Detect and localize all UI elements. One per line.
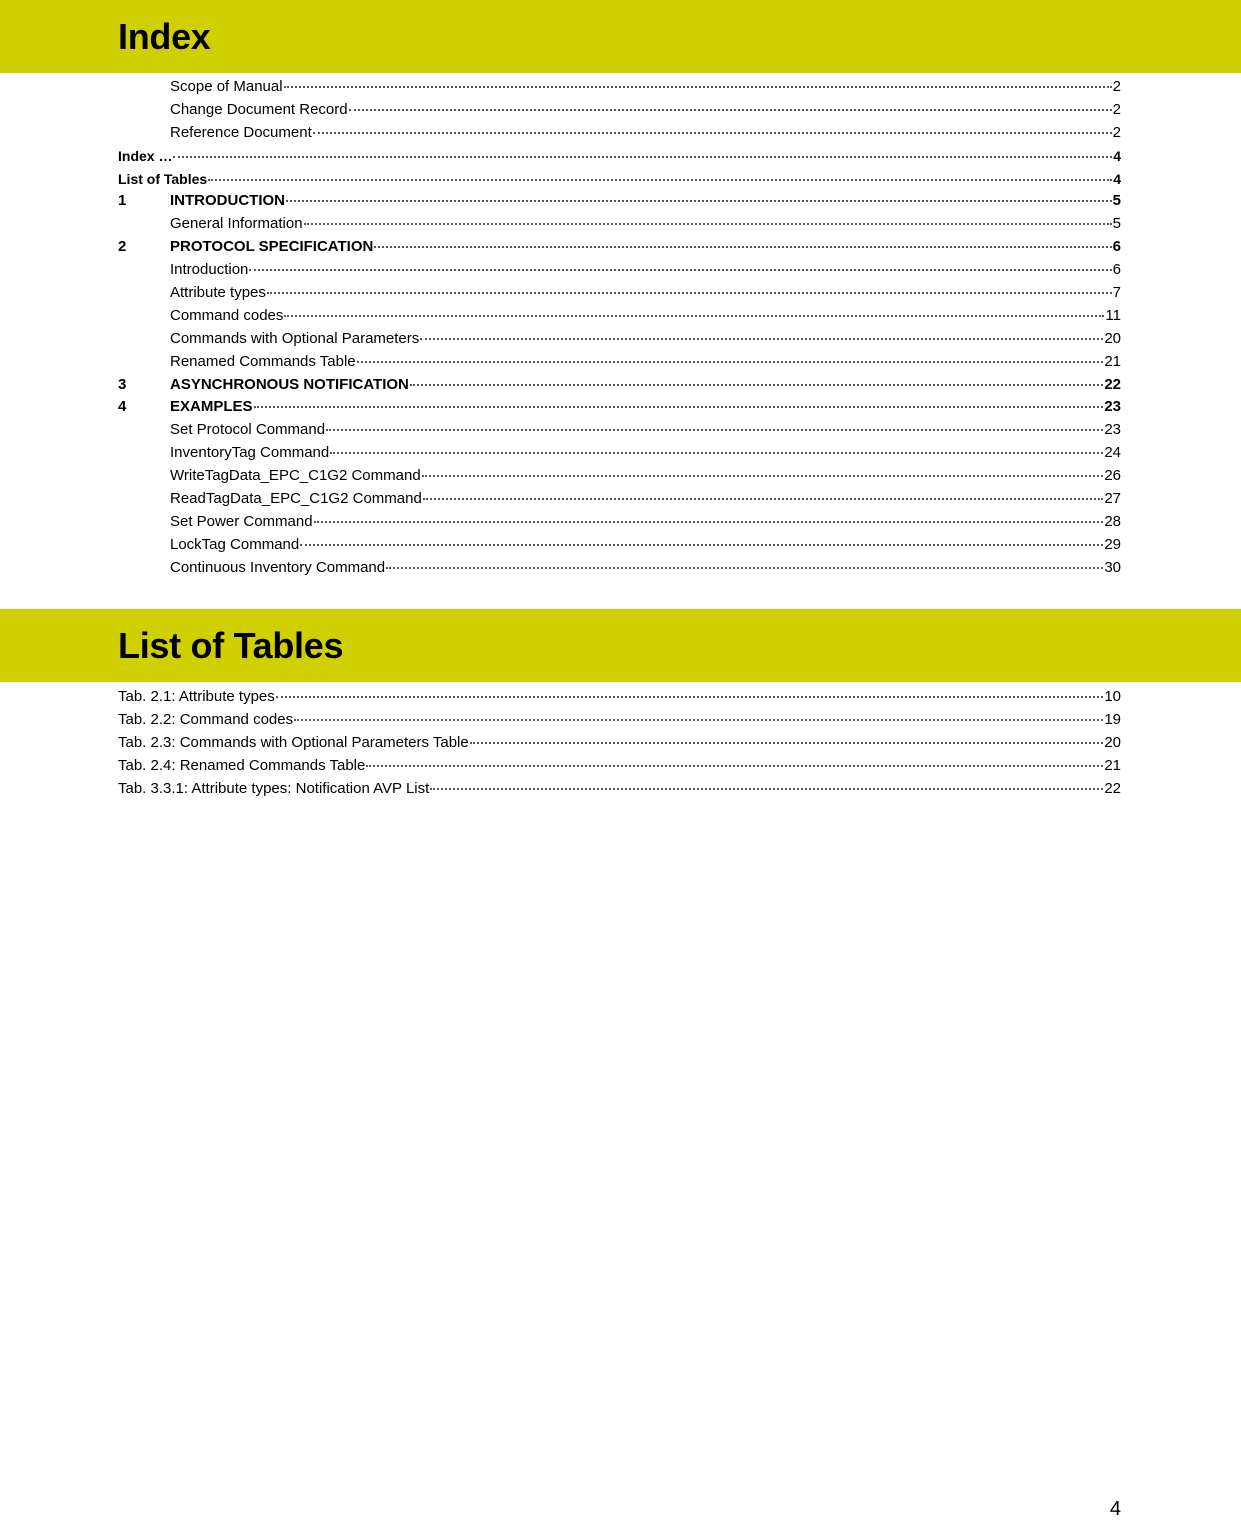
- toc-entry-page: 26: [1104, 467, 1121, 485]
- list-of-tables-heading: List of Tables: [118, 624, 344, 666]
- table-list-entry-leader: [294, 719, 1103, 721]
- toc-entry[interactable]: [118, 419, 1121, 442]
- toc-entry-title: InventoryTag Command: [170, 444, 330, 462]
- toc-entry-page: 20: [1104, 329, 1121, 347]
- table-of-contents: [118, 76, 1121, 580]
- toc-entry-title: LockTag Command: [170, 535, 300, 553]
- table-list-entry-leader: [366, 765, 1103, 767]
- toc-entry-number: 2: [118, 238, 127, 256]
- toc-entry-leader: [386, 567, 1103, 569]
- toc-entry-page: 11: [1105, 306, 1121, 324]
- toc-entry-page: 28: [1104, 512, 1121, 530]
- toc-entry-number: 1: [118, 192, 127, 210]
- toc-entry[interactable]: [118, 374, 1121, 397]
- toc-entry-leader: [423, 498, 1104, 500]
- toc-entry-leader: [313, 132, 1112, 134]
- table-list-entry-title: Tab. 2.1: Attribute types: [118, 688, 275, 705]
- table-list-entry[interactable]: [118, 778, 1121, 801]
- toc-entry-leader: [304, 223, 1112, 225]
- toc-entry-leader: [284, 86, 1112, 88]
- index-heading-band: [0, 0, 1241, 73]
- toc-entry[interactable]: [118, 442, 1121, 465]
- toc-entry-number: 4: [118, 398, 127, 416]
- toc-entry[interactable]: [118, 236, 1121, 259]
- toc-entry-leader: [284, 315, 1104, 317]
- toc-entry-leader: [208, 179, 1112, 181]
- toc-entry-page: 2: [1112, 78, 1121, 95]
- toc-entry-title: PROTOCOL SPECIFICATION: [170, 238, 374, 256]
- page-number: 4: [1109, 1498, 1121, 1520]
- toc-entry-leader: [254, 406, 1104, 408]
- toc-entry-page: 6: [1112, 238, 1121, 256]
- toc-entry-page: 21: [1104, 352, 1121, 370]
- toc-entry-leader: [249, 269, 1111, 271]
- toc-entry-leader: [326, 429, 1103, 431]
- table-list-entry-page: 22: [1104, 779, 1121, 797]
- toc-entry-page: 24: [1104, 444, 1121, 462]
- toc-entry[interactable]: [118, 488, 1121, 511]
- toc-entry-title: ASYNCHRONOUS NOTIFICATION: [170, 375, 409, 393]
- table-list-entry-leader: [470, 742, 1104, 744]
- table-list-entry[interactable]: [118, 686, 1121, 709]
- toc-entry-leader: [349, 109, 1112, 111]
- toc-entry-title: Attribute types: [170, 284, 266, 302]
- toc-entry-leader: [173, 156, 1112, 158]
- toc-entry-title: General Information: [170, 215, 303, 233]
- table-list-entry-leader: [276, 696, 1104, 698]
- toc-entry-title: Index …: [118, 147, 173, 164]
- table-list-entry-title: Tab. 2.4: Renamed Commands Table: [118, 756, 366, 774]
- table-list-entry[interactable]: [118, 755, 1121, 778]
- toc-entry-leader: [422, 475, 1104, 477]
- toc-entry-title: Renamed Commands Table: [170, 352, 356, 370]
- toc-entry-page: 4: [1113, 170, 1121, 187]
- toc-entry[interactable]: [118, 99, 1121, 122]
- toc-entry[interactable]: [118, 282, 1121, 305]
- toc-entry[interactable]: [118, 145, 1121, 168]
- toc-entry[interactable]: [118, 534, 1121, 557]
- list-of-tables-heading-band: [0, 609, 1241, 682]
- toc-entry-title: Scope of Manual: [170, 78, 283, 95]
- toc-entry-leader: [410, 384, 1103, 386]
- table-list-entry-title: Tab. 2.2: Command codes: [118, 710, 294, 728]
- toc-entry[interactable]: [118, 213, 1121, 236]
- toc-entry-leader: [330, 452, 1103, 454]
- toc-entry-page: 7: [1112, 284, 1121, 302]
- toc-entry-title: Continuous Inventory Command: [170, 558, 386, 576]
- table-list-entry-title: Tab. 3.3.1: Attribute types: Notification AVP List: [118, 779, 430, 797]
- toc-entry[interactable]: [118, 259, 1121, 282]
- toc-entry-leader: [374, 246, 1111, 248]
- toc-entry-number: 3: [118, 375, 127, 393]
- toc-entry-title: Introduction: [170, 261, 249, 279]
- toc-entry-leader: [314, 521, 1104, 523]
- toc-entry-title: INTRODUCTION: [170, 192, 285, 210]
- toc-entry-title: Command codes: [170, 306, 284, 324]
- toc-entry-title: Set Power Command: [170, 512, 313, 530]
- toc-entry-leader: [300, 544, 1103, 546]
- toc-entry[interactable]: [118, 557, 1121, 580]
- toc-entry[interactable]: [118, 305, 1121, 328]
- toc-entry[interactable]: [118, 511, 1121, 534]
- toc-entry-title: WriteTagData_EPC_C1G2 Command: [170, 467, 421, 485]
- toc-entry-page: 2: [1112, 123, 1121, 141]
- toc-entry[interactable]: [118, 328, 1121, 351]
- toc-entry[interactable]: [118, 76, 1121, 99]
- toc-entry[interactable]: [118, 122, 1121, 145]
- toc-entry[interactable]: [118, 190, 1121, 213]
- toc-entry-title: Set Protocol Command: [170, 421, 326, 439]
- table-list-entry[interactable]: [118, 709, 1121, 732]
- toc-entry-leader: [286, 200, 1112, 202]
- table-list-entry-page: 19: [1104, 710, 1121, 728]
- index-heading: Index: [118, 15, 211, 57]
- toc-entry-title: Reference Document: [170, 123, 312, 141]
- toc-entry-page: 5: [1112, 192, 1121, 210]
- toc-entry-page: 4: [1113, 147, 1121, 164]
- table-list-entry-page: 20: [1104, 733, 1121, 751]
- table-list-entry-title: Tab. 2.3: Commands with Optional Parameters Table: [118, 733, 469, 751]
- toc-entry-page: 22: [1104, 375, 1121, 393]
- toc-entry-page: 29: [1104, 535, 1121, 553]
- list-of-tables: [118, 686, 1121, 800]
- toc-entry-leader: [420, 338, 1103, 340]
- toc-entry[interactable]: [118, 396, 1121, 419]
- table-list-entry-page: 21: [1104, 756, 1121, 774]
- toc-entry-title: EXAMPLES: [170, 398, 253, 416]
- toc-entry[interactable]: [118, 351, 1121, 374]
- toc-entry-page: 2: [1112, 100, 1121, 118]
- toc-entry-page: 30: [1104, 558, 1121, 576]
- toc-entry-title: List of Tables: [118, 170, 208, 187]
- table-list-entry[interactable]: [118, 732, 1121, 755]
- toc-entry-title: Change Document Record: [170, 100, 348, 118]
- table-list-entry-leader: [430, 788, 1103, 790]
- toc-entry[interactable]: [118, 465, 1121, 488]
- toc-entry-leader: [357, 361, 1104, 363]
- toc-entry-leader: [267, 292, 1112, 294]
- toc-entry-title: ReadTagData_EPC_C1G2 Command: [170, 490, 422, 508]
- toc-entry-page: 6: [1112, 261, 1121, 279]
- toc-entry-page: 23: [1104, 398, 1121, 416]
- table-list-entry-page: 10: [1104, 688, 1121, 705]
- toc-entry-page: 23: [1104, 421, 1121, 439]
- toc-entry-page: 27: [1104, 490, 1121, 508]
- toc-entry[interactable]: [118, 168, 1121, 191]
- toc-entry-page: 5: [1112, 215, 1121, 233]
- toc-entry-title: Commands with Optional Parameters: [170, 329, 420, 347]
